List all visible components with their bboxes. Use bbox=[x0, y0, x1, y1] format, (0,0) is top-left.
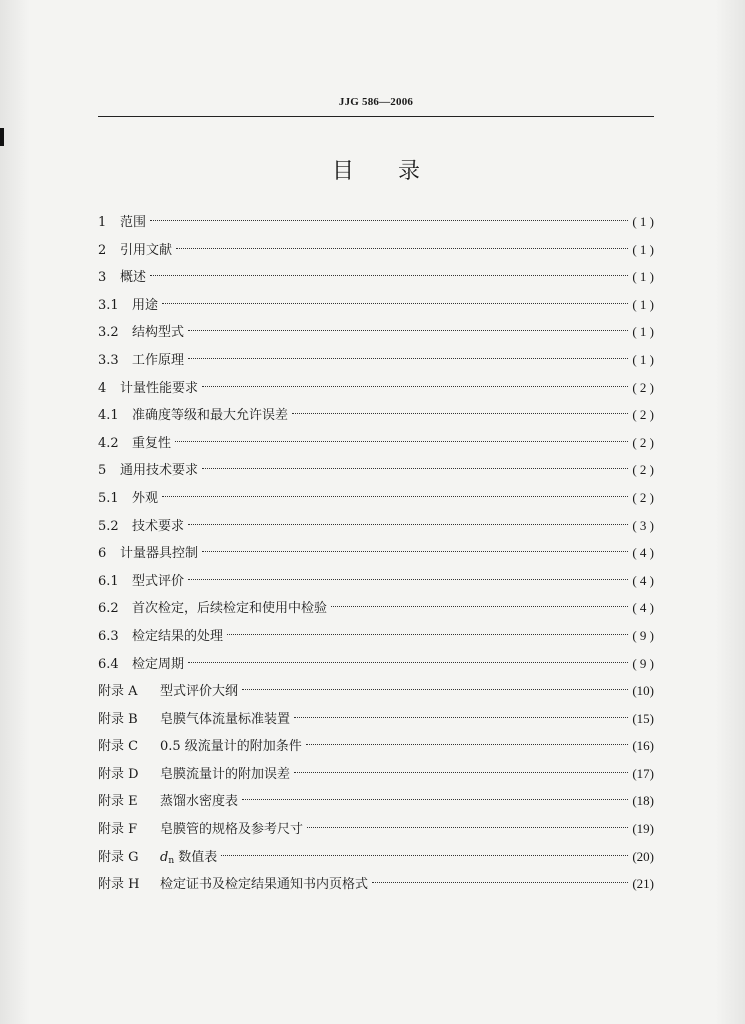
toc-dot-leader bbox=[227, 634, 628, 635]
toc-dot-leader bbox=[188, 330, 628, 331]
toc-entry-page: ( 2 ) bbox=[632, 407, 654, 423]
toc-dot-leader bbox=[202, 551, 628, 552]
toc-entry-number: 附录 B bbox=[98, 711, 138, 727]
toc-entry-number: 5.2 bbox=[98, 518, 119, 534]
toc-entry-page: (15) bbox=[632, 710, 654, 726]
toc-entry[interactable] bbox=[98, 263, 654, 291]
toc-entry-title-rest: 数值表 bbox=[174, 849, 218, 865]
toc-entry-number: 附录 F bbox=[98, 822, 138, 838]
toc-entry-title: 外观 bbox=[132, 490, 159, 506]
toc-dot-leader bbox=[331, 606, 628, 607]
toc-entry[interactable] bbox=[98, 815, 654, 843]
toc-entry-title: 皂膜管的规格及参考尺寸 bbox=[160, 822, 304, 838]
toc-entry-number: 5.1 bbox=[98, 490, 119, 506]
toc-dot-leader bbox=[306, 744, 629, 745]
toc-entry-number: 3.1 bbox=[98, 297, 119, 313]
toc-entry-title: 通用技术要求 bbox=[120, 463, 199, 479]
toc-entry[interactable] bbox=[98, 677, 654, 705]
toc-dot-leader bbox=[150, 275, 628, 276]
table-of-contents bbox=[98, 208, 654, 898]
toc-dot-leader bbox=[176, 248, 628, 249]
toc-entry[interactable] bbox=[98, 760, 654, 788]
toc-dot-leader bbox=[294, 717, 628, 718]
toc-entry-number: 3 bbox=[98, 270, 107, 286]
toc-entry-title: 0.5 级流量计的附加条件 bbox=[160, 739, 302, 755]
toc-entry-title-subscript: n bbox=[168, 855, 175, 866]
toc-entry[interactable] bbox=[98, 346, 654, 374]
toc-entry[interactable] bbox=[98, 787, 654, 815]
toc-entry-number: 附录 G bbox=[98, 849, 139, 865]
toc-entry[interactable] bbox=[98, 236, 654, 264]
toc-dot-leader bbox=[307, 827, 628, 828]
toc-entry-number: 3.3 bbox=[98, 352, 119, 368]
toc-entry-title: 计量性能要求 bbox=[120, 380, 199, 396]
page-title: 目录 bbox=[331, 159, 464, 184]
toc-dot-leader bbox=[175, 441, 628, 442]
toc-entry-page: ( 1 ) bbox=[632, 269, 654, 285]
toc-entry-number: 附录 C bbox=[98, 739, 139, 755]
toc-entry-page: (17) bbox=[632, 765, 654, 781]
toc-entry-number: 附录 H bbox=[98, 877, 140, 893]
toc-entry-title: 概述 bbox=[120, 270, 147, 286]
toc-entry-title: 工作原理 bbox=[132, 352, 185, 368]
toc-entry[interactable] bbox=[98, 705, 654, 733]
toc-entry-title: 检定证书及检定结果通知书内页格式 bbox=[160, 877, 369, 893]
toc-dot-leader bbox=[202, 386, 628, 387]
toc-entry-page: ( 4 ) bbox=[632, 572, 654, 588]
toc-entry[interactable] bbox=[98, 870, 654, 898]
toc-entry-page: ( 2 ) bbox=[632, 434, 654, 450]
toc-entry-page: ( 1 ) bbox=[632, 296, 654, 312]
toc-entry-title-symbol: d bbox=[160, 849, 169, 865]
toc-entry[interactable] bbox=[98, 291, 654, 319]
toc-entry-title: 检定周期 bbox=[132, 656, 185, 672]
toc-entry-number: 6.3 bbox=[98, 628, 119, 644]
toc-entry-title: 范围 bbox=[120, 215, 147, 230]
toc-entry-page: ( 2 ) bbox=[632, 379, 654, 395]
toc-entry-page: ( 2 ) bbox=[632, 489, 654, 505]
toc-entry[interactable] bbox=[98, 843, 654, 871]
toc-entry-number: 4.2 bbox=[98, 435, 119, 451]
toc-dot-leader bbox=[292, 413, 628, 414]
toc-entry-title: 重复性 bbox=[132, 435, 172, 451]
toc-dot-leader bbox=[188, 662, 628, 663]
toc-entry-page: ( 1 ) bbox=[632, 351, 654, 367]
toc-entry-number: 附录 A bbox=[98, 684, 138, 700]
toc-entry[interactable] bbox=[98, 484, 654, 512]
toc-entry-page: ( 4 ) bbox=[632, 600, 654, 616]
toc-entry-page: (10) bbox=[632, 683, 654, 699]
toc-entry[interactable] bbox=[98, 539, 654, 567]
toc-entry-title: 蒸馏水密度表 bbox=[160, 794, 239, 810]
toc-entry-title: 皂膜气体流量标准装置 bbox=[160, 711, 291, 727]
toc-entry-number: 1 bbox=[98, 215, 107, 230]
toc-entry-page: ( 1 ) bbox=[632, 214, 654, 229]
toc-entry[interactable] bbox=[98, 318, 654, 346]
toc-dot-leader bbox=[372, 882, 628, 883]
toc-entry-page: ( 3 ) bbox=[632, 517, 654, 533]
toc-entry-number: 4.1 bbox=[98, 408, 119, 424]
toc-dot-leader bbox=[162, 496, 628, 497]
toc-dot-leader bbox=[188, 579, 628, 580]
toc-entry[interactable] bbox=[98, 512, 654, 540]
toc-dot-leader bbox=[150, 220, 628, 221]
toc-entry-number: 6 bbox=[98, 546, 107, 562]
toc-entry-number: 4 bbox=[98, 380, 107, 396]
toc-entry-title: 计量器具控制 bbox=[120, 546, 199, 562]
toc-entry-page: ( 2 ) bbox=[632, 462, 654, 478]
toc-entry-title: 准确度等级和最大允许误差 bbox=[132, 408, 289, 424]
toc-entry[interactable] bbox=[98, 594, 654, 622]
toc-dot-leader bbox=[162, 303, 628, 304]
toc-entry[interactable] bbox=[98, 456, 654, 484]
document-code-header: JJG 586—2006 bbox=[338, 96, 414, 108]
toc-entry-number: 附录 E bbox=[98, 794, 138, 810]
toc-entry-title: 引用文献 bbox=[120, 242, 173, 258]
toc-entry-page: (21) bbox=[632, 876, 654, 892]
toc-entry-title: 检定结果的处理 bbox=[132, 628, 224, 644]
toc-dot-leader bbox=[188, 524, 628, 525]
toc-entry-page: (20) bbox=[632, 848, 654, 864]
toc-dot-leader bbox=[202, 468, 628, 469]
toc-entry-title: 技术要求 bbox=[132, 518, 185, 534]
toc-entry-page: (16) bbox=[632, 738, 654, 754]
toc-entry-number: 3.2 bbox=[98, 325, 119, 341]
toc-entry[interactable] bbox=[98, 732, 654, 760]
toc-entry-title: 首次检定，后续检定和使用中检验 bbox=[132, 601, 328, 617]
toc-entry-page: (19) bbox=[632, 821, 654, 837]
toc-entry[interactable] bbox=[98, 650, 654, 678]
toc-entry-number: 6.2 bbox=[98, 601, 119, 617]
toc-entry[interactable] bbox=[98, 374, 654, 402]
toc-entry-title: 皂膜流量计的附加误差 bbox=[160, 766, 291, 782]
scan-edge-mark bbox=[0, 128, 4, 146]
toc-entry[interactable] bbox=[98, 401, 654, 429]
toc-entry-page: ( 9 ) bbox=[632, 655, 654, 671]
toc-entry[interactable] bbox=[98, 567, 654, 595]
toc-entry-number: 附录 D bbox=[98, 766, 139, 782]
toc-dot-leader bbox=[221, 855, 628, 856]
toc-entry-title: 型式评价大纲 bbox=[160, 684, 239, 700]
toc-entry-number: 2 bbox=[98, 242, 107, 258]
toc-dot-leader bbox=[188, 358, 628, 359]
toc-entry-title: 结构型式 bbox=[132, 325, 185, 341]
toc-entry-title: 用途 bbox=[132, 297, 159, 313]
toc-entry-page: ( 9 ) bbox=[632, 627, 654, 643]
toc-dot-leader bbox=[242, 799, 628, 800]
toc-dot-leader bbox=[242, 689, 628, 690]
toc-entry-number: 6.1 bbox=[98, 573, 119, 589]
toc-entry-page: ( 1 ) bbox=[632, 241, 654, 257]
toc-dot-leader bbox=[294, 772, 628, 773]
header-rule bbox=[98, 116, 654, 117]
toc-entry-page: ( 1 ) bbox=[632, 324, 654, 340]
toc-entry[interactable] bbox=[98, 622, 654, 650]
toc-entry[interactable] bbox=[98, 208, 654, 236]
toc-entry-page: ( 4 ) bbox=[632, 545, 654, 561]
toc-entry-title: 型式评价 bbox=[132, 573, 185, 589]
toc-entry-page: (18) bbox=[632, 793, 654, 809]
toc-entry-number: 5 bbox=[98, 463, 107, 479]
toc-entry[interactable] bbox=[98, 429, 654, 457]
toc-entry-number: 6.4 bbox=[98, 656, 119, 672]
